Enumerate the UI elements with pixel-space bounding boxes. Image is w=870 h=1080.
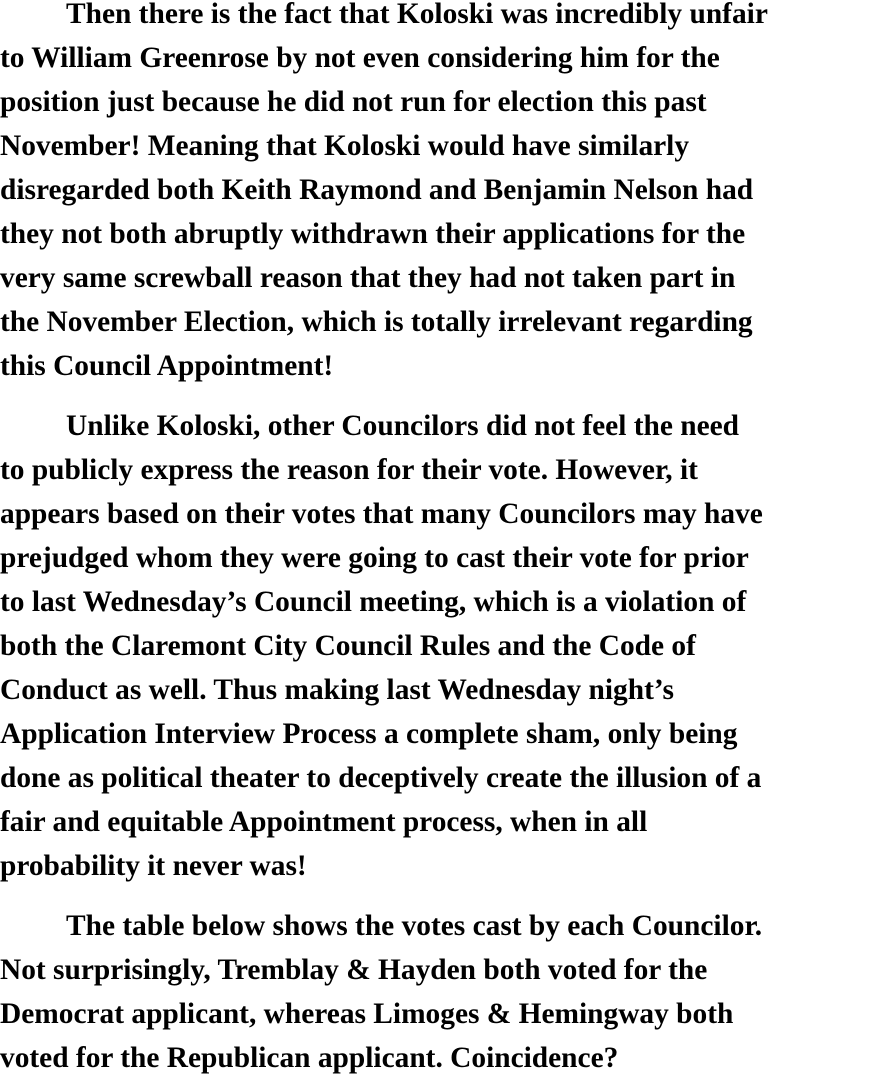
text-line: they not both abruptly withdrawn their applications for the	[0, 218, 746, 250]
paragraph-vote-table-intro	[0, 904, 762, 1080]
paragraph-other-councilors	[0, 404, 763, 888]
text-line: Then there is the fact that Koloski was incredibly unfair	[66, 0, 768, 30]
text-line: Application Interview Process a complete sham, only being	[0, 718, 738, 750]
text-line: prejudged whom they were going to cast their vote for prior	[0, 542, 749, 574]
text-line: this Council Appointment!	[0, 350, 334, 382]
text-line: to William Greenrose by not even considering him for the	[0, 42, 720, 74]
text-line: to publicly express the reason for their vote. However, it	[0, 454, 698, 486]
text-line: very same screwball reason that they had not taken part in	[0, 262, 736, 294]
paragraph-koloski-unfair	[0, 0, 768, 388]
text-line: voted for the Republican applicant. Coincidence?	[0, 1042, 619, 1074]
text-line: The table below shows the votes cast by each Councilor.	[66, 910, 763, 942]
text-line: to last Wednesday’s Council meeting, which is a violation of	[0, 586, 747, 618]
text-line: Conduct as well. Thus making last Wednesday night’s	[0, 674, 674, 706]
text-line: the November Election, which is totally irrelevant regarding	[0, 306, 753, 338]
text-line: fair and equitable Appointment process, when in all	[0, 806, 648, 838]
text-line: position just because he did not run for election this past	[0, 86, 707, 118]
text-line: both the Claremont City Council Rules and the Code of	[0, 630, 696, 662]
text-line: disregarded both Keith Raymond and Benjamin Nelson had	[0, 174, 754, 206]
text-line: appears based on their votes that many Councilors may have	[0, 498, 763, 530]
text-line: Democrat applicant, whereas Limoges & Hemingway both	[0, 998, 734, 1030]
text-line: Unlike Koloski, other Councilors did not feel the need	[66, 410, 740, 442]
text-line: November! Meaning that Koloski would have similarly	[0, 130, 690, 162]
text-line: probability it never was!	[0, 850, 307, 882]
text-line: done as political theater to deceptively create the illusion of a	[0, 762, 762, 794]
text-line: Not surprisingly, Tremblay & Hayden both voted for the	[0, 954, 708, 986]
